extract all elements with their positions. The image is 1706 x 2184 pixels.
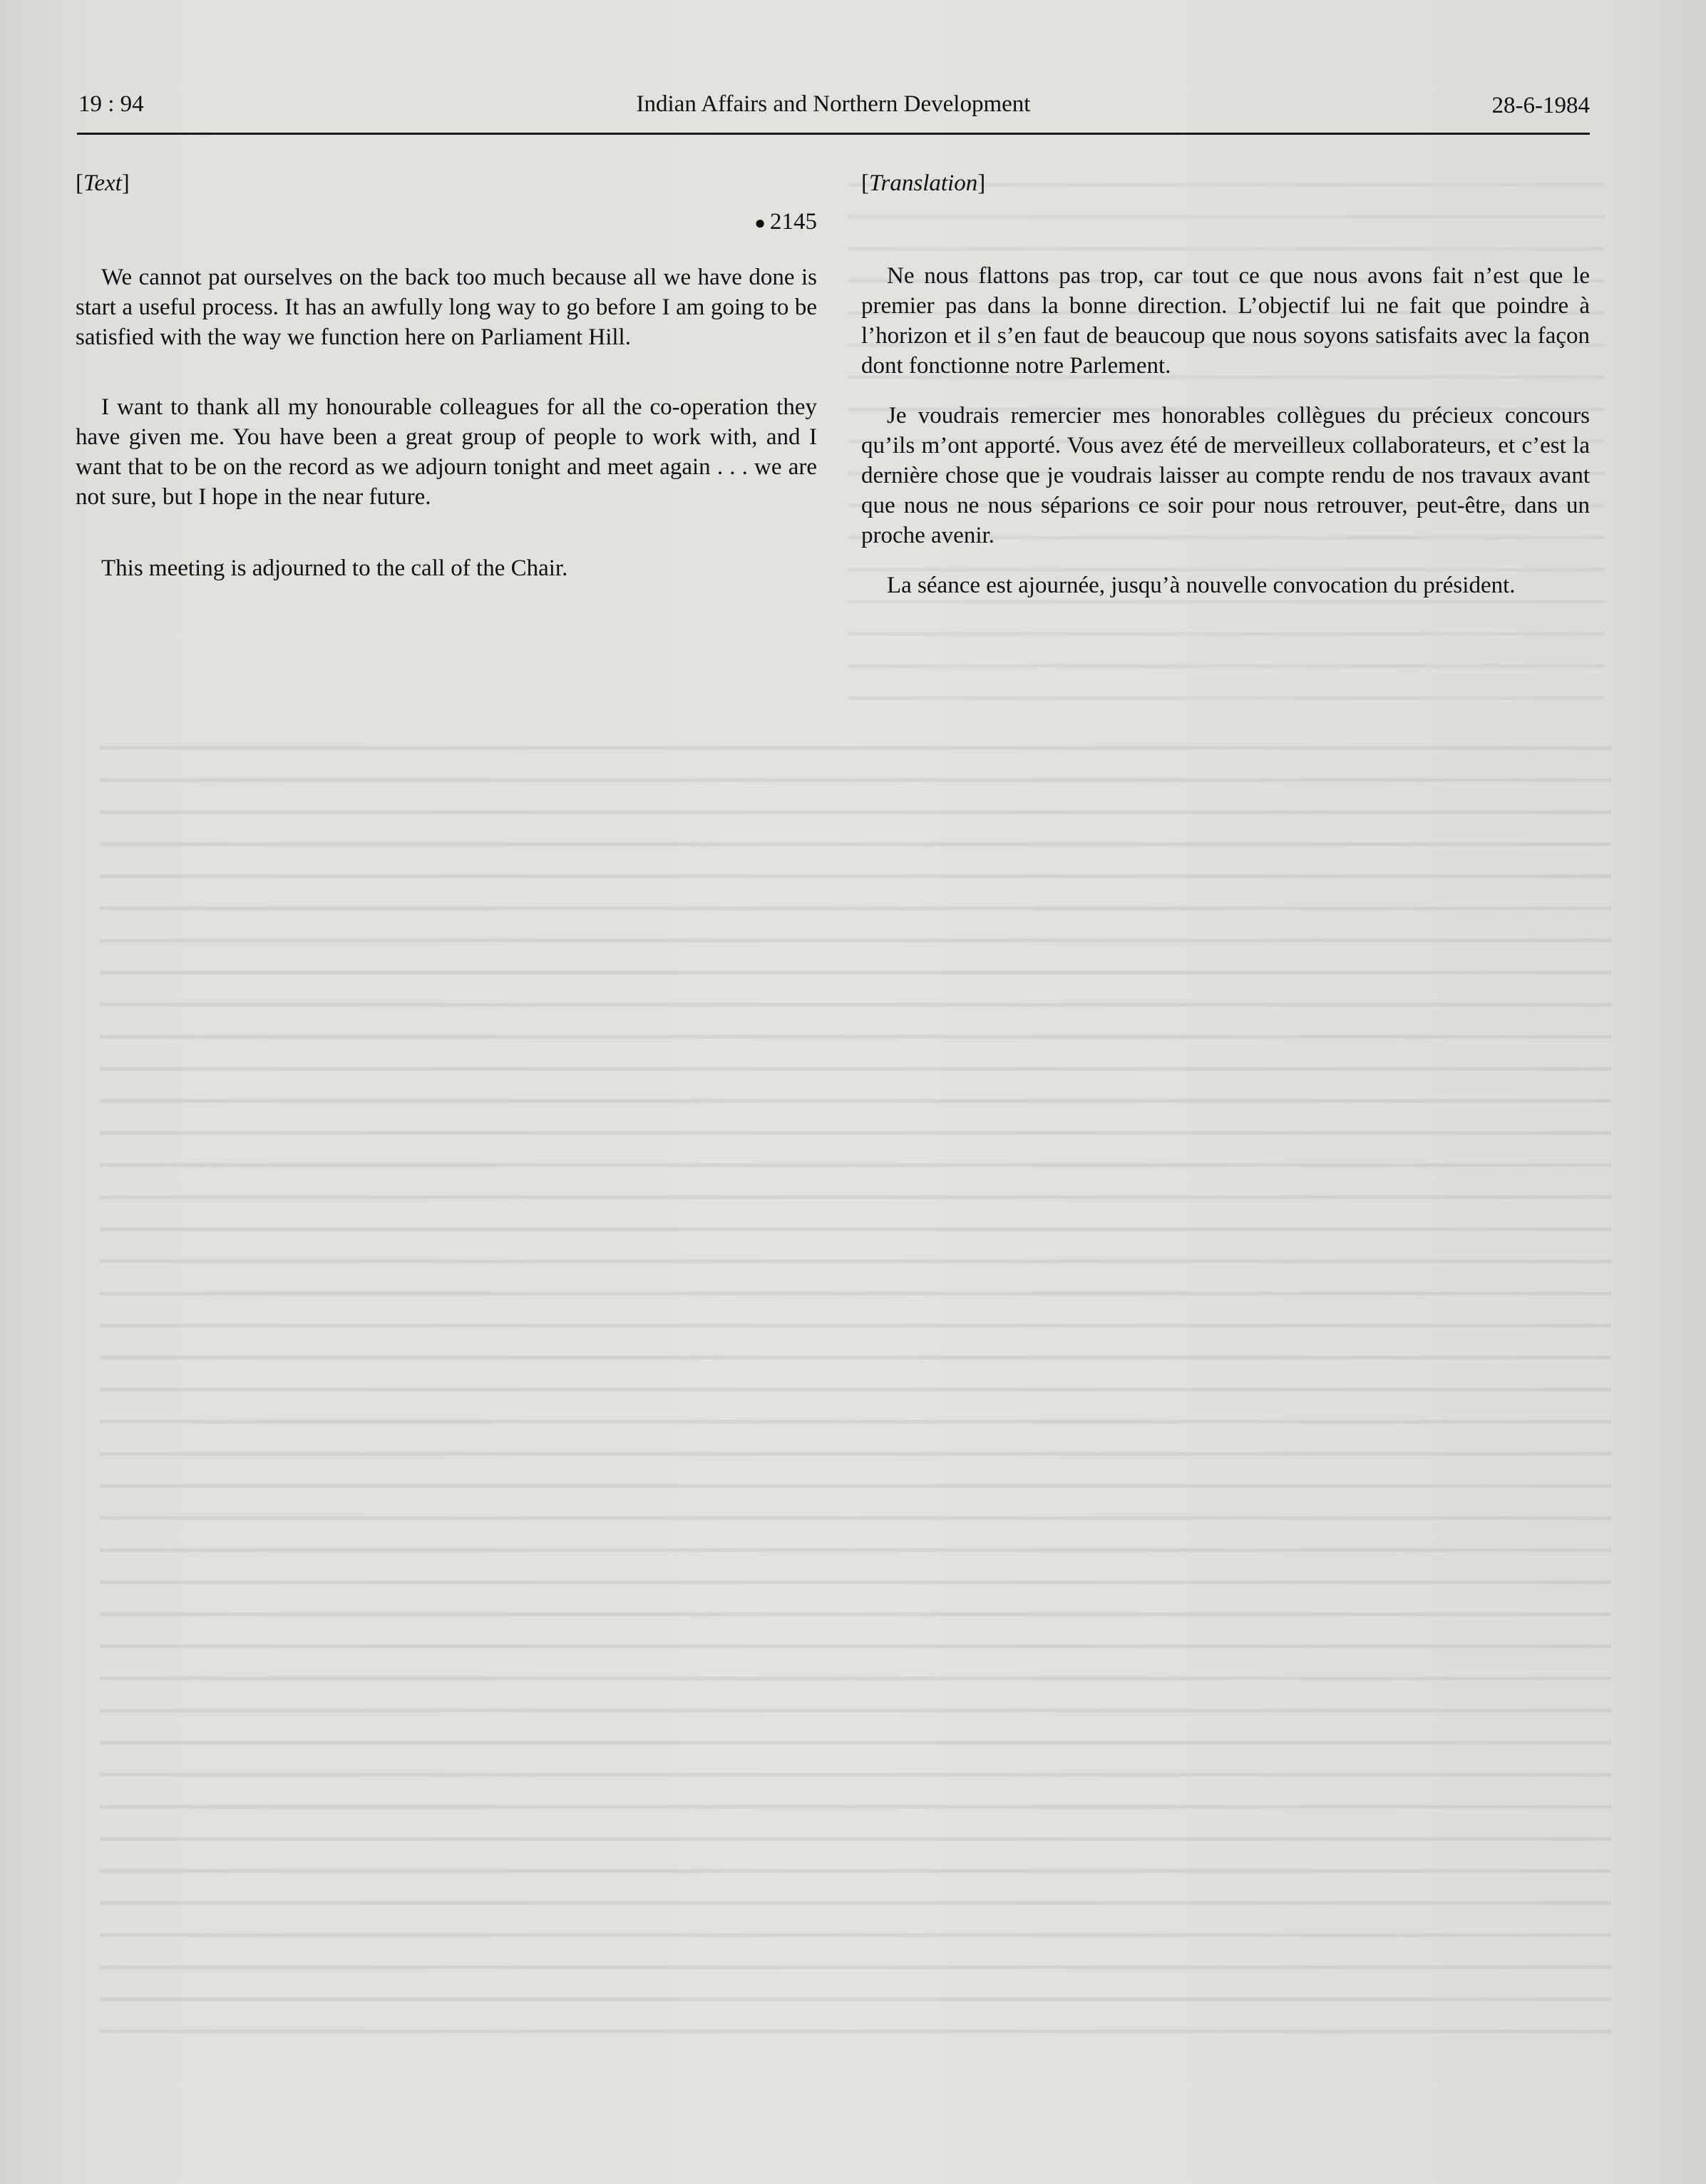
committee-title: Indian Affairs and Northern Development — [636, 91, 1031, 117]
paragraph-en-3: This meeting is adjourned to the call of the Chair. — [101, 555, 568, 581]
paragraph-fr-2: Je voudrais remercier mes honorables collègues du précieux concours qu’ils m’ont apporté. Vous avez été de merveilleux collaborateurs, et c’est la dernière chose que je voudrais laisser au compte rendu de nos travaux avant que nous ne nous séparions ce soir pour nous retrouver, peut-être, dans un proche avenir. — [861, 403, 1590, 548]
header-date: 28-6-1984 — [1491, 93, 1590, 118]
text-tag: [Text] — [76, 170, 130, 196]
running-header — [77, 91, 1590, 135]
paragraph-fr-1: Ne nous flattons pas trop, car tout ce que nous avons fait n’est que le premier pas dans la bonne direction. L’objectif lui ne fait que poindre à l’horizon et il s’en faut de beaucoup que nous soyons satisfaits avec la façon dont fonctionne notre Parlement. — [861, 263, 1590, 379]
french-column — [861, 168, 1590, 600]
bullet-icon: ● — [754, 212, 766, 233]
paragraph-en-2: I want to thank all my honourable colleagues for all the co-operation they have given me. You have been a great group of people to work with, and I want that to be on the record as we adjourn tonight and meet again . . . we are not sure, but I hope in the near future. — [76, 394, 817, 510]
time-marker: ● 2145 — [754, 209, 817, 235]
page-number: 19 : 94 — [78, 91, 144, 117]
paragraph-fr-3: La séance est ajournée, jusqu’à nouvelle convocation du président. — [887, 573, 1516, 598]
bleed-through-texture — [100, 727, 1611, 2046]
translation-tag: [Translation] — [861, 170, 986, 196]
english-column — [76, 168, 817, 583]
paragraph-en-1: We cannot pat ourselves on the back too much because all we have done is start a useful process. It has an awfully long way to go before I am going to be satisfied with the way we function here on Parliament Hill. — [76, 265, 817, 350]
